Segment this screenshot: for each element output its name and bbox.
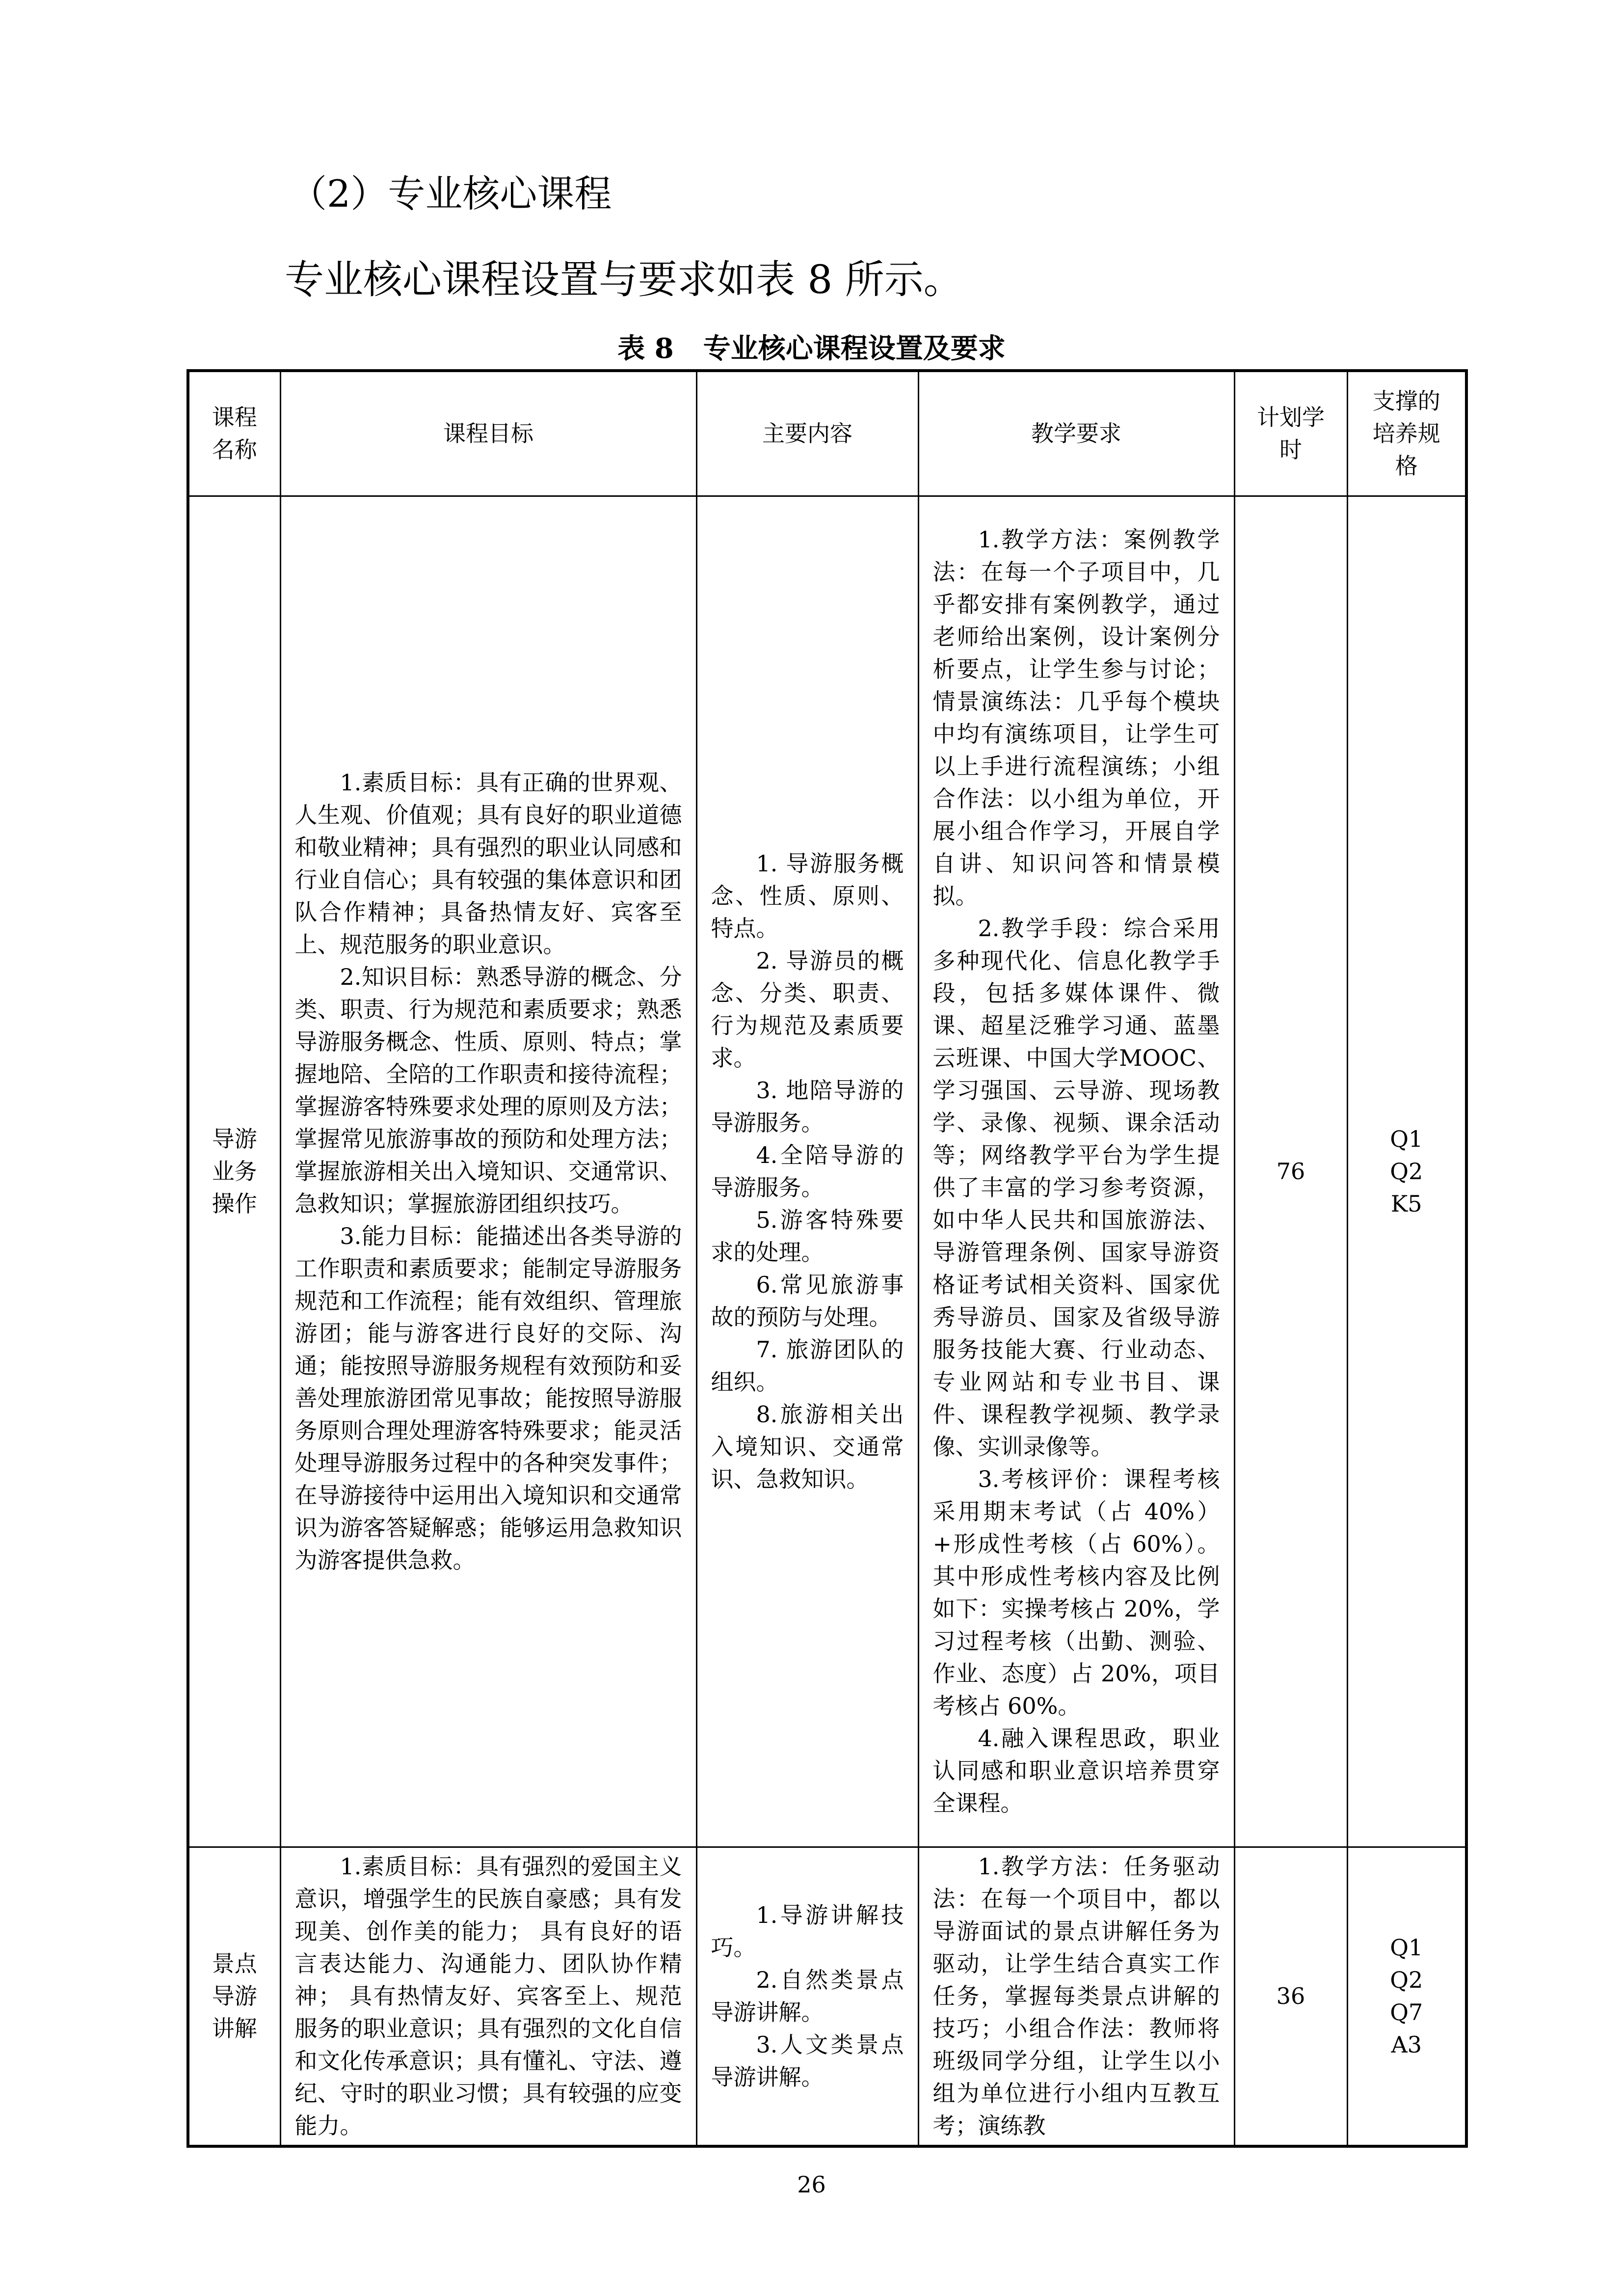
header-hours: 计划学 时 <box>1234 371 1347 496</box>
header-course-name: 课程 名称 <box>188 371 280 496</box>
page-number: 26 <box>797 2171 826 2198</box>
teaching-requirements: 1.教学方法：任务驱动法：在每一个项目中，都以导游面试的景点讲解任务为驱动，让学生结合真实工作任务，掌握每类景点讲解的技巧；小组合作法：教师将班级同学分组，让学生以小组为单位进行小组内互教互考；演练教 <box>918 1847 1234 2146</box>
section-heading: （2）专业核心课程 <box>290 172 612 216</box>
supported-specs: Q1 Q2 Q7 A3 <box>1347 1847 1466 2146</box>
planned-hours: 36 <box>1234 1847 1347 2146</box>
table-row <box>188 496 1466 1847</box>
teaching-requirements: 1.教学方法：案例教学法：在每一个子项目中，几乎都安排有案例教学，通过老师给出案例，设计案例分析要点，让学生参与讨论；情景演练法：几乎每个模块中均有演练项目，让学生可以上手进行流程演练；小组合作法：以小组为单位，开展小组合作学习，开展自学自讲、知识问答和情景模拟。 2.教学手段：综合采用多种现代化、信息化教学手段，包括多媒体课件、微课、超星泛雅学习通、蓝墨云班课、中国大学MOOC、学习强国、云导游、现场教学、录像、视频、课余活动等；网络教学平台为学生提供了丰富的学习参考资源，如中华人民共和国旅游法、导游管理条例、国家导游资格证考试相关资料、国家优秀导游员、国家及省级导游服务技能大赛、行业动态、专业网站和专业书目、课件、课程教学视频、教学录像、实训录像等。 3.考核评价：课程考核采用期末考试（占 40%）+形成性考核（占 60%）。其中形成性考核内容及比例如下：实操考核占 20%，学习过程考核（出勤、测验、作业、态度）占 20%，项目考核占 60%。 4.融入课程思政，职业认同感和职业意识培养贯穿全课程。 <box>918 496 1234 1847</box>
intro-text: 专业核心课程设置与要求如表 8 所示。 <box>285 257 963 302</box>
course-table <box>186 369 1468 2148</box>
header-content: 主要内容 <box>696 371 918 496</box>
course-name: 景点 导游 讲解 <box>188 1847 280 2146</box>
course-objectives: 1.素质目标：具有强烈的爱国主义意识，增强学生的民族自豪感；具有发现美、创作美的能力； 具有良好的语言表达能力、沟通能力、团队协作精神； 具有热情友好、宾客至上、规范服务的职业意识；具有强烈的文化自信和文化传承意识；具有懂礼、守法、遵纪、守时的职业习惯；具有较强的应变能力。 <box>280 1847 696 2146</box>
course-name: 导游 业务 操作 <box>188 496 280 1847</box>
header-specs: 支撑的 培养规 格 <box>1347 371 1466 496</box>
supported-specs: Q1 Q2 K5 <box>1347 496 1466 1847</box>
course-objectives: 1.素质目标：具有正确的世界观、人生观、价值观；具有良好的职业道德和敬业精神；具有强烈的职业认同感和行业自信心；具有较强的集体意识和团队合作精神；具备热情友好、宾客至上、规范服务的职业意识。 2.知识目标：熟悉导游的概念、分类、职责、行为规范和素质要求；熟悉导游服务概念、性质、原则、特点；掌握地陪、全陪的工作职责和接待流程；掌握游客特殊要求处理的原则及方法；掌握常见旅游事故的预防和处理方法；掌握旅游相关出入境知识、交通常识、急救知识；掌握旅游团组织技巧。 3.能力目标：能描述出各类导游的工作职责和素质要求；能制定导游服务规范和工作流程；能有效组织、管理旅游团；能与游客进行良好的交际、沟通；能按照导游服务规程有效预防和妥善处理旅游团常见事故；能按照导游服务原则合理处理游客特殊要求；能灵活处理导游服务过程中的各种突发事件；在导游接待中运用出入境知识和交通常识为游客答疑解惑；能够运用急救知识为游客提供急救。 <box>280 496 696 1847</box>
table-header-row <box>188 371 1466 496</box>
header-objectives: 课程目标 <box>280 371 696 496</box>
table-caption-label: 表 8 <box>617 332 674 365</box>
table-caption-title: 专业核心课程设置及要求 <box>703 332 1006 365</box>
table-row <box>188 1847 1466 2146</box>
course-content: 1. 导游服务概念、性质、原则、特点。 2. 导游员的概念、分类、职责、行为规范及素质要求。 3. 地陪导游的导游服务。 4.全陪导游的导游服务。 5.游客特殊要求的处理。 6.常见旅游事故的预防与处理。 7. 旅游团队的组织。 8.旅游相关出入境知识、交通常识、急救知识。 <box>696 496 918 1847</box>
planned-hours: 76 <box>1234 496 1347 1847</box>
table-caption <box>0 329 1623 368</box>
header-requirements: 教学要求 <box>918 371 1234 496</box>
course-content: 1.导游讲解技巧。 2.自然类景点导游讲解。 3.人文类景点导游讲解。 <box>696 1847 918 2146</box>
